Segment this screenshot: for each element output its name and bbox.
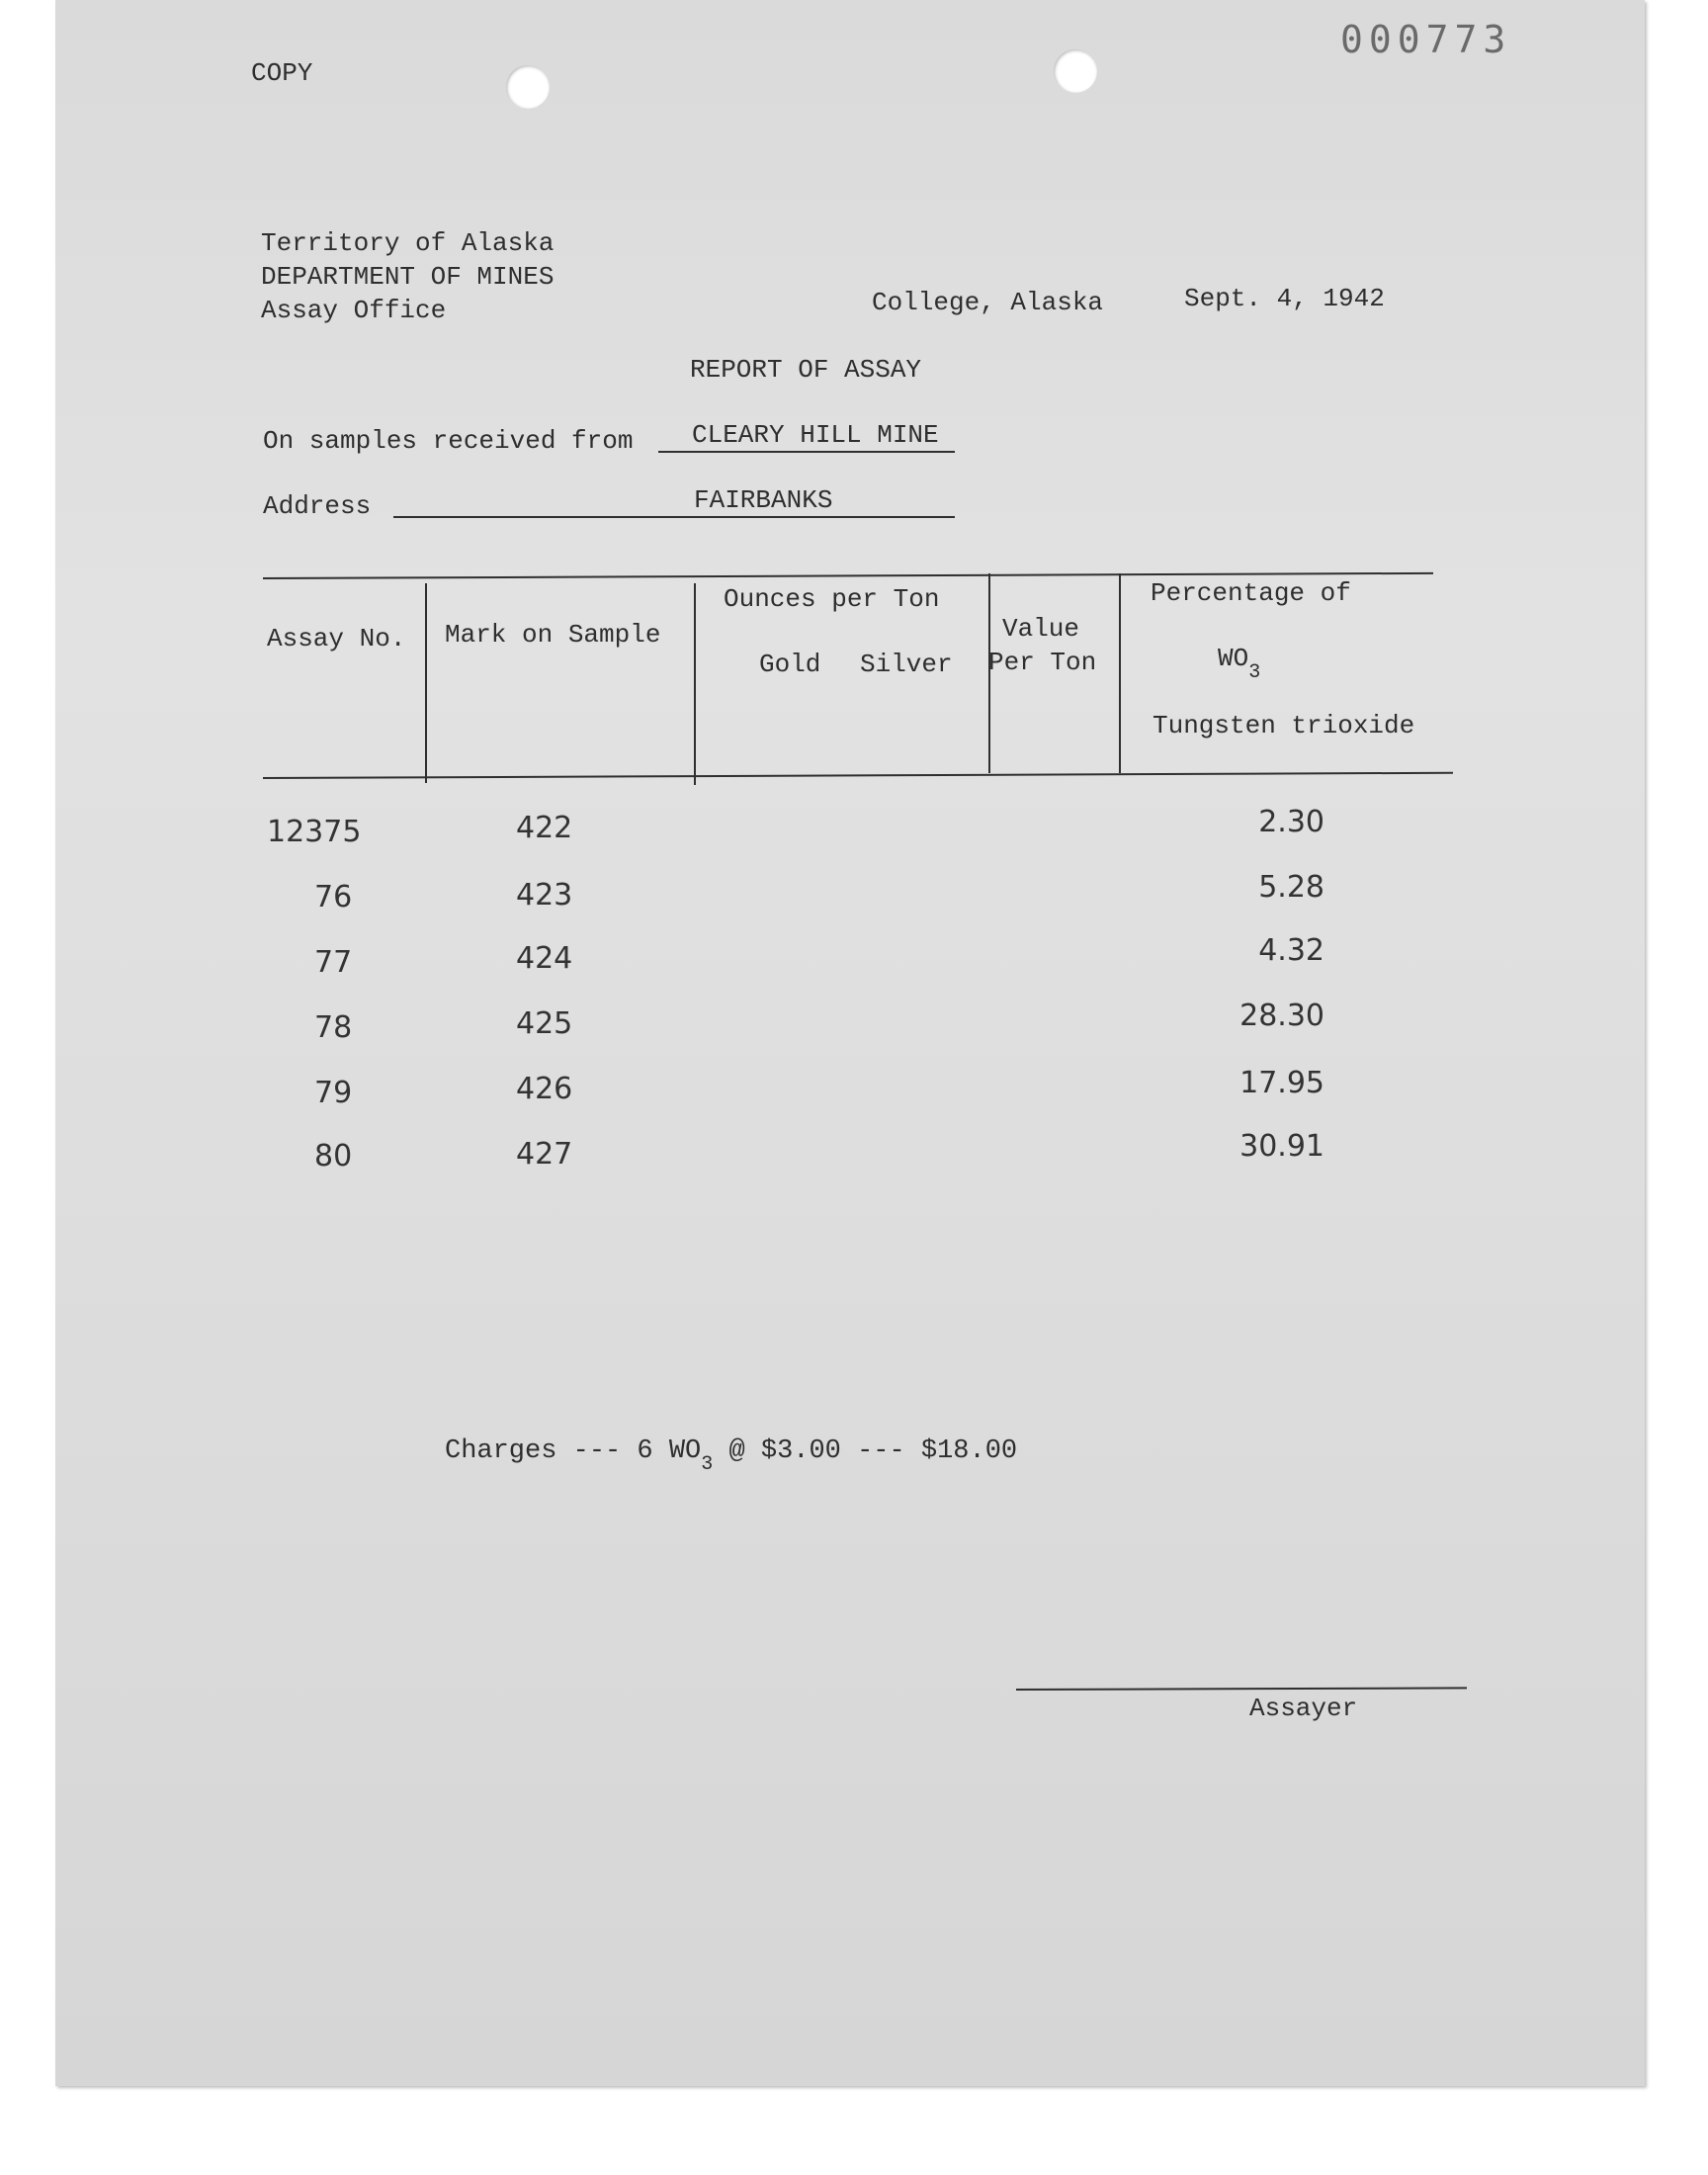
mark-cell: 425 xyxy=(516,1006,573,1041)
letterhead-department: DEPARTMENT OF MINES xyxy=(261,262,555,292)
assay-no-cell: 79 xyxy=(314,1076,353,1110)
header-wo-text: WO xyxy=(1218,644,1249,673)
header-wo3 xyxy=(1218,643,1261,684)
date: Sept. 4, 1942 xyxy=(1184,284,1385,313)
document-number: 000773 xyxy=(1340,18,1512,61)
assay-no-cell: 78 xyxy=(314,1010,353,1045)
header-wo-subscript: 3 xyxy=(1248,661,1261,684)
mark-cell: 422 xyxy=(516,811,573,845)
address-value: FAIRBANKS xyxy=(694,485,833,515)
percentage-cell: 17.95 xyxy=(1239,1066,1324,1100)
charges-suffix: @ $3.00 --- $18.00 xyxy=(713,1436,1018,1466)
header-percentage-of: Percentage of xyxy=(1151,578,1351,608)
assayer-label: Assayer xyxy=(1249,1694,1358,1723)
report-title: REPORT OF ASSAY xyxy=(690,355,922,385)
header-tungsten-trioxide: Tungsten trioxide xyxy=(1153,711,1415,740)
mark-cell: 426 xyxy=(516,1072,573,1106)
header-mark-on-sample: Mark on Sample xyxy=(445,620,661,650)
col-divider-2 xyxy=(694,583,696,785)
header-value: Value xyxy=(1002,614,1080,644)
letterhead-office: Assay Office xyxy=(261,296,447,325)
header-silver: Silver xyxy=(860,650,953,679)
percentage-cell: 4.32 xyxy=(1258,933,1324,968)
percentage-cell: 2.30 xyxy=(1258,805,1324,839)
mark-cell: 427 xyxy=(516,1137,573,1172)
percentage-cell: 28.30 xyxy=(1239,999,1324,1033)
received-from-value: CLEARY HILL MINE xyxy=(692,420,939,450)
received-label: On samples received from xyxy=(263,426,634,456)
place: College, Alaska xyxy=(872,288,1104,317)
header-ounces-per-ton: Ounces per Ton xyxy=(724,584,940,614)
assay-no-cell: 80 xyxy=(314,1139,353,1174)
mark-cell: 423 xyxy=(516,878,573,913)
address-underline xyxy=(393,516,955,518)
punch-hole-left xyxy=(506,65,550,109)
header-assay-no: Assay No. xyxy=(267,624,406,653)
charges-subscript: 3 xyxy=(701,1453,714,1476)
mark-cell: 424 xyxy=(516,941,573,976)
letterhead-territory: Territory of Alaska xyxy=(261,228,555,258)
received-underline xyxy=(658,451,955,453)
copy-label: COPY xyxy=(251,58,313,88)
percentage-cell: 5.28 xyxy=(1258,870,1324,905)
charges-prefix: Charges --- 6 WO xyxy=(445,1436,702,1466)
charges-line xyxy=(445,1436,1018,1476)
header-per-ton: Per Ton xyxy=(988,648,1097,677)
assay-no-cell: 77 xyxy=(314,945,353,980)
assay-no-cell: 12375 xyxy=(267,815,362,849)
punch-hole-right xyxy=(1054,49,1097,93)
col-divider-1 xyxy=(425,583,427,783)
address-label: Address xyxy=(263,491,372,521)
header-gold: Gold xyxy=(759,650,821,679)
percentage-cell: 30.91 xyxy=(1239,1129,1324,1164)
col-divider-4 xyxy=(1119,573,1121,773)
assay-no-cell: 76 xyxy=(314,880,353,914)
